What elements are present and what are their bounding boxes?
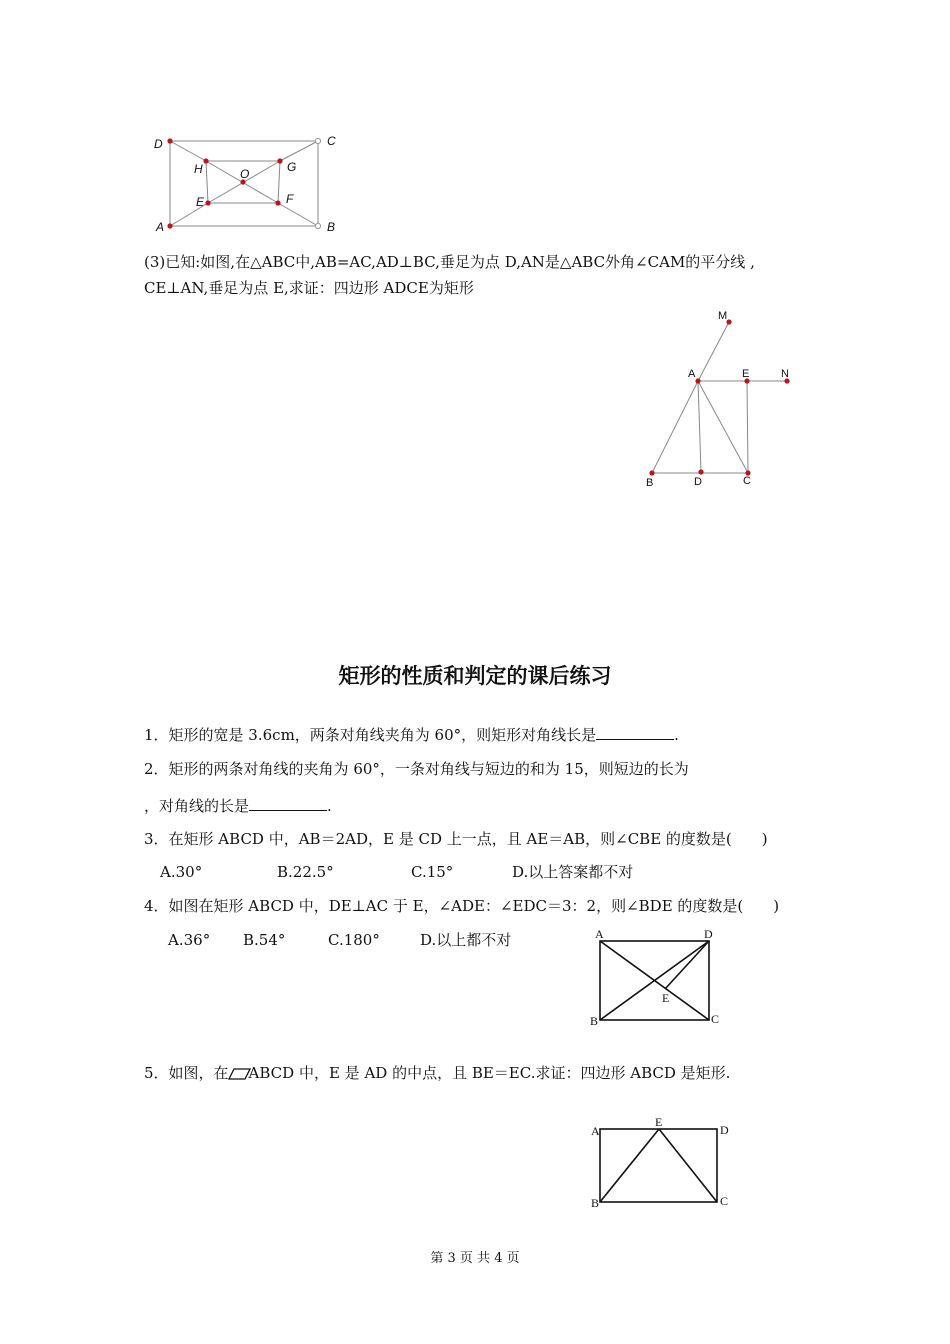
fig3-label-c: C	[711, 1012, 720, 1026]
fig2-label-e: E	[742, 368, 750, 380]
q3-intro-line2: CE⊥AN,垂足为点 E,求证：四边形 ADCE为矩形	[144, 279, 474, 297]
fig3-label-d: D	[704, 927, 713, 941]
fig4-label-b: B	[591, 1196, 600, 1210]
fig3-label-b: B	[590, 1014, 599, 1028]
fig2-label-m: M	[718, 310, 728, 322]
fig3-label-a: A	[595, 927, 604, 941]
question-3-option-d: D.以上答案都不对	[512, 863, 634, 881]
question-2-end: .	[327, 797, 332, 815]
fig1-label-o: O	[240, 167, 250, 181]
question-5-suffix: ABCD 中，E 是 AD 的中点，且 BE＝EC.求证：四边形 ABCD 是矩形.	[248, 1064, 731, 1082]
fig1-label-h: H	[194, 162, 203, 176]
question-3: 3．在矩形 ABCD 中，AB＝2AD，E 是 CD 上一点，且 AE＝AB，则∠CBE 的度数是( )	[144, 830, 768, 848]
question-4: 4．如图在矩形 ABCD 中，DE⊥AC 于 E，∠ADE：∠EDC＝3：2，则∠BDE 的度数是( )	[144, 897, 780, 915]
section-title: 矩形的性质和判定的课后练习	[338, 664, 612, 688]
question-4-option-c: C.180°	[328, 931, 380, 949]
fig1-label-b: B	[327, 220, 336, 234]
question-5-prefix: 5．如图，在	[144, 1064, 229, 1082]
fig2-label-b: B	[646, 477, 654, 489]
question-4-option-b: B.54°	[243, 931, 286, 949]
question-2-line2-text: ，对角线的长是	[144, 797, 250, 815]
fig1-label-c: C	[327, 134, 336, 148]
question-4-option-a: A.36°	[168, 931, 211, 949]
fig3-label-e: E	[662, 991, 670, 1005]
fig1-label-d: D	[154, 137, 163, 151]
fig4-label-c: C	[720, 1194, 729, 1208]
fig1-label-e: E	[196, 195, 205, 209]
fig2-label-n: N	[781, 368, 789, 380]
fig2-label-c: C	[743, 475, 751, 487]
question-2-line1: 2．矩形的两条对角线的夹角为 60°，一条对角线与短边的和为 15，则短边的长为	[144, 760, 689, 778]
fig2-label-d: D	[694, 476, 702, 488]
page-footer: 第 3 页 共 4 页	[430, 1251, 520, 1266]
fig1-label-a: A	[156, 220, 165, 234]
question-3-option-b: B.22.5°	[277, 863, 334, 881]
question-3-option-a: A.30°	[160, 863, 203, 881]
fig4-label-a: A	[591, 1124, 600, 1138]
question-1-end: .	[674, 726, 679, 744]
fig1-label-g: G	[287, 160, 297, 174]
q3-intro-line1: (3)已知:如图,在△ABC中,AB=AC,AD⊥BC,垂足为点 D,AN是△ABC外角∠CAM的平分线 ,	[144, 253, 755, 271]
question-4-option-d: D.以上都不对	[420, 931, 512, 949]
question-1-text: 1．矩形的宽是 3.6cm，两条对角线夹角为 60°，则矩形对角线长是	[144, 726, 597, 744]
question-3-option-c: C.15°	[411, 863, 454, 881]
fig1-label-f: F	[286, 192, 294, 206]
fig4-label-d: D	[720, 1123, 729, 1137]
fig2-label-a: A	[688, 368, 696, 380]
fig4-label-e: E	[655, 1115, 663, 1129]
